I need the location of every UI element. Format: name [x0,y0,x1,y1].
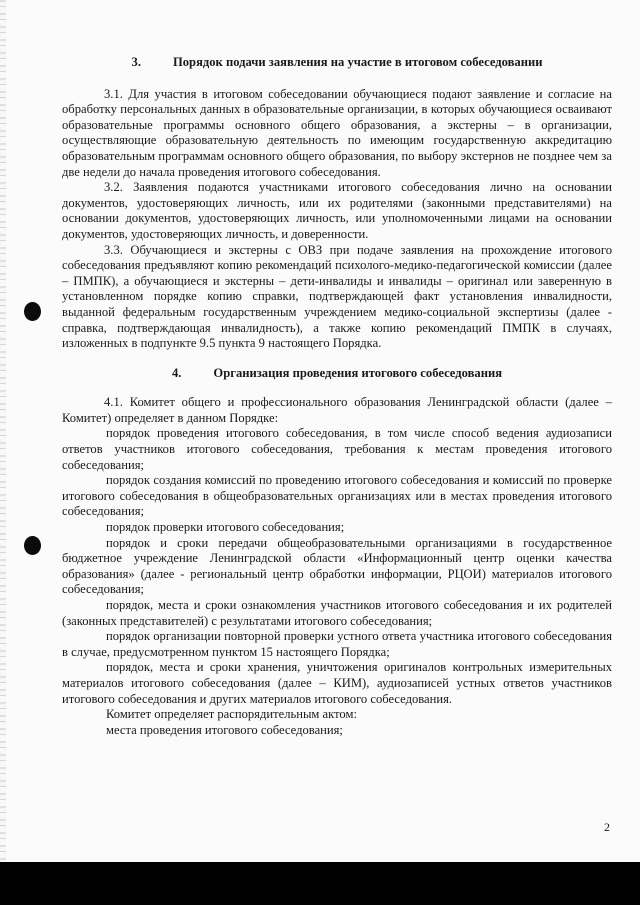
page-number: 2 [604,820,610,834]
section-4-number: 4. [171,365,182,380]
scan-edge-artifact [0,0,6,862]
scan-bottom-border [0,862,640,905]
section-3-title: Порядок подачи заявления на участие в итоговом собеседовании [172,55,543,69]
punch-hole-lower [24,536,41,555]
list-item: порядок создания комиссий по проведению итогового собеседования и комиссий по проверке итогового собеседования в общеобразовательных организациях или в местах проведения итогового собеседования; [62,473,612,519]
list-item: Комитет определяет распорядительным актом: [106,707,357,722]
punch-hole-upper [24,302,41,321]
list-item: порядок, места и сроки хранения, уничтожения оригиналов контрольных измерительных материалов итогового собеседования (далее – КИМ), аудиозаписей устных ответов участников итогового собеседования и других материалов итогового собеседования. [62,660,612,706]
paragraph-4-1: 4.1. Комитет общего и профессионального образования Ленинградской области (далее – Комитет) определяет в данном Порядке: [62,395,612,425]
paragraph-3-1: 3.1. Для участия в итоговом собеседовании обучающиеся подают заявление и согласие на обработку персональных данных в образовательные организации, в которых обучающиеся осваивают образовательные программы основного общего образования, а экстерны – в организации, осуществляющие образовательную деятельность по имеющим государственную аккредитацию образовательным программам основного общего образования, по выбору экстернов не позднее чем за две недели до начала проведения итогового собеседования. [62,86,612,179]
paragraph-3-3: 3.3. Обучающиеся и экстерны с ОВЗ при подаче заявления на прохождение итогового собеседования предъявляют копию рекомендаций психолого-медико-педагогической комиссии (далее – ПМПК), а обучающиеся и экстерны – дети-инвалиды и инвалиды – оригинал или заверенную в установленном порядке копию справки, подтверждающей факт установления инвалидности, выданной федеральным государственным учреждением медико-социальной экспертизы (далее - справка, подтверждающая инвалидность), а также копию рекомендаций ПМПК в случаях, изложенных в подпункте 9.5 пункта 9 настоящего Порядка. [62,242,612,351]
paragraph-3-2: 3.2. Заявления подаются участниками итогового собеседования лично на основании документов, удостоверяющих личность, или их родителями (законными представителями) на основании документов, удостоверяющих личность, или уполномоченными лицами на основании документов, удостоверяющих личность, и доверенности. [62,180,612,241]
document-body [62,55,612,738]
list-item: порядок проверки итогового собеседования; [106,520,345,535]
list-item: порядок и сроки передачи общеобразовательными организациями в государственное бюджетное учреждение Ленинградской области «Информационный центр оценки качества образования» (далее - региональный центр обработки информации, РЦОИ) материалов итогового собеседования; [62,535,612,597]
section-4-heading [62,366,612,382]
list-item: порядок организации повторной проверки устного ответа участника итогового собеседования в случае, предусмотренном пунктом 15 настоящего Порядка; [62,629,612,659]
section-3-number: 3. [131,55,141,69]
list-item: порядок, места и сроки ознакомления участников итогового собеседования и их родителей (законных представителей) с результатами итогового собеседования; [62,598,612,628]
section-4-title: Организация проведения итогового собеседования [213,365,503,380]
list-item: места проведения итогового собеседования; [106,722,343,737]
list-item: порядок проведения итогового собеседования, в том числе способ ведения аудиозаписи ответов участников итогового собеседования, требования к местам проведения итогового собеседования; [62,426,612,472]
section-3-heading [62,55,612,71]
